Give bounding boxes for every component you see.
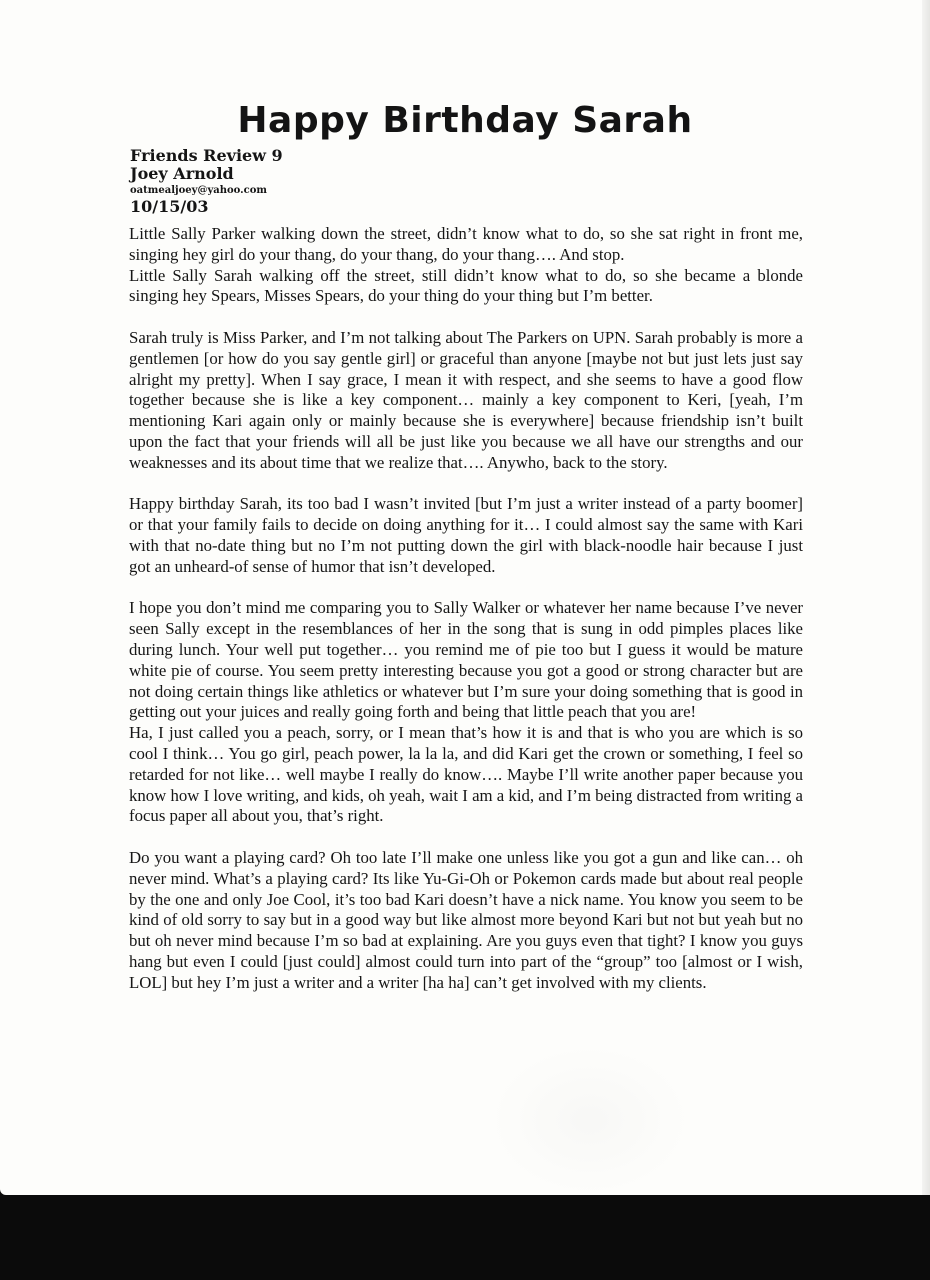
document-date: 10/15/03 [130, 197, 209, 216]
paragraph: Little Sally Sarah walking off the street, still didn’t know what to do, so she became a blonde singing hey Spears, Misses Spears, do your thing do your thing but I’m better. [129, 265, 803, 306]
page-title: Happy Birthday Sarah [237, 100, 693, 141]
paragraph: Little Sally Parker walking down the street, didn’t know what to do, so she sat right in front me, singing hey girl do your thang, do your thang, do your thang…. And stop. [129, 224, 803, 264]
page-edge [922, 0, 930, 1195]
author-name: Joey Arnold [130, 164, 234, 183]
paragraph: Ha, I just called you a peach, sorry, or I mean that’s how it is and that is who you are which is so cool I think… You go girl, peach power, la la la, and did Kari get the crown or something, I feel so retarded for not like… well maybe I really do know…. Maybe I’ll write another paper because you know how I love writing, and kids, oh yeah, wait I am a kid, and I’m being distracted from writing a focus paper all about you, that’s right. [129, 723, 803, 826]
body-text [129, 224, 803, 993]
header-block [130, 147, 283, 216]
paragraph: Sarah truly is Miss Parker, and I’m not talking about The Parkers on UPN. Sarah probably is more a gentlemen [or how do you say gentle girl] or graceful than anyone [maybe not but just lets just say alright my pretty]. When I say grace, I mean it with respect, and she seems to have a good flow together because she is like a key component… mainly a key component to Keri, [yeah, I’m mentioning Kari again only or mainly because she is everywhere] because friendship isn’t built upon the fact that your friends will all be just like you because we all have our strengths and our weaknesses and its about time that we realize that…. Anywho, back to the story. [129, 327, 803, 472]
paragraph: Happy birthday Sarah, its too bad I wasn’t invited [but I’m just a writer instead of a party boomer] or that your family fails to decide on doing anything for it… I could almost say the same with Kari with that no-date thing but no I’m not putting down the girl with black-noodle hair because I just got an unheard-of sense of humor that isn’t developed. [129, 494, 803, 576]
author-email: oatmealjoey@yahoo.com [130, 185, 267, 196]
scan-bleed-through [490, 1045, 690, 1195]
series-label: Friends Review 9 [130, 146, 283, 165]
paragraph: Do you want a playing card? Oh too late I’ll make one unless like you got a gun and like can… oh never mind. What’s a playing card? Its like Yu-Gi-Oh or Pokemon cards made but about real people by the one and only Joe Cool, it’s too bad Kari doesn’t have a nick name. You know you seem to be kind of old sorry to say but in a good way but like almost more beyond Kari but not but yeah but no but oh never mind because I’m so bad at explaining. Are you guys even that tight? I know you guys hang but even I could [just could] almost could turn into part of the “group” too [almost or I wish, LOL] but hey I’m just a writer and a writer [ha ha] can’t get involved with my clients. [129, 847, 803, 992]
paragraph: I hope you don’t mind me comparing you to Sally Walker or whatever her name because I’ve never seen Sally except in the resemblances of her in the song that is sung in odd pimples places like during lunch. Your well put together… you remind me of pie too but I guess it would be mature white pie of course. You seem pretty interesting because you got a good or strong character but are not doing certain things like athletics or whatever but I’m sure your doing something that is good in getting out your juices and really going forth and being that little peach that you are! [129, 598, 803, 722]
